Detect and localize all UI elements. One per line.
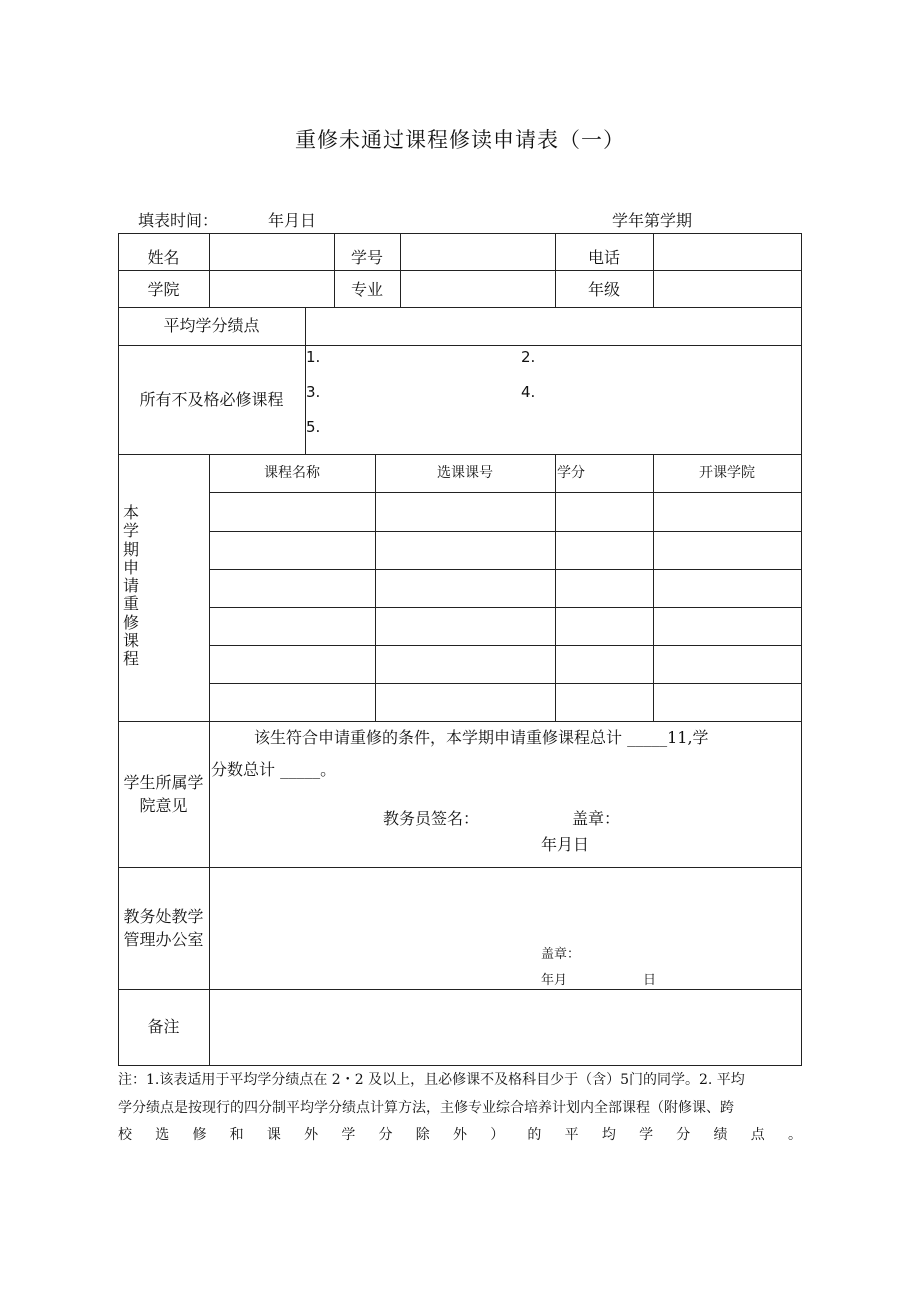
college-label: 学院	[147, 280, 180, 300]
col-course-code: 选课课号	[437, 464, 493, 481]
failed-course-4[interactable]: 4.	[521, 383, 536, 401]
name-field[interactable]	[210, 234, 334, 270]
retake-courses-label: 本学期申请重修课程	[122, 503, 139, 669]
academic-office-label: 教务处教学管理办公室	[123, 907, 204, 949]
failed-courses-label: 所有不及格必修课程	[139, 389, 284, 409]
student-id-label: 学号	[350, 248, 383, 268]
note-line-3: 校 选 修 和 课 外 学 分 除 外 ） 的 平 均 学 分 绩 点 。	[118, 1127, 802, 1143]
remarks-field[interactable]	[210, 990, 801, 1065]
remarks-label: 备注	[147, 1017, 180, 1037]
fill-date: 年月日	[268, 211, 317, 230]
note-line-1: 注：1.该表适用于平均学分绩点在 2・2 及以上，且必修课不及格科目少于（含）5门的同学。2. 平均	[118, 1072, 745, 1088]
failed-course-3[interactable]: 3.	[306, 383, 321, 401]
college-field[interactable]	[210, 271, 334, 307]
clerk-signature-label: 教务员签名：	[383, 809, 480, 828]
phone-field[interactable]	[654, 234, 801, 270]
failed-course-2[interactable]: 2.	[521, 348, 536, 366]
form-title: 重修未通过课程修读申请表（一）	[295, 128, 625, 152]
student-id-field[interactable]	[401, 234, 555, 270]
grade-label: 年级	[587, 280, 620, 300]
gpa-label: 平均学分绩点	[163, 316, 260, 336]
phone-label: 电话	[587, 248, 620, 268]
college-opinion-statement-line2: 分数总计 _____。	[211, 760, 337, 779]
college-seal-label: 盖章：	[572, 809, 621, 828]
retake-course-rows[interactable]	[210, 493, 801, 721]
college-opinion-label: 学生所属学院意见	[123, 773, 204, 815]
name-label: 姓名	[147, 248, 180, 268]
office-date-year-month: 年月	[541, 973, 568, 988]
col-credits: 学分	[557, 464, 585, 481]
grade-field[interactable]	[654, 271, 801, 307]
office-seal-label: 盖章：	[541, 947, 581, 962]
major-label: 专业	[350, 280, 383, 300]
gpa-field[interactable]	[306, 308, 801, 345]
office-date-day: 日	[643, 973, 657, 988]
failed-course-1[interactable]: 1.	[306, 348, 321, 366]
major-field[interactable]	[401, 271, 555, 307]
col-course-name: 课程名称	[264, 464, 320, 481]
college-opinion-statement-line1: 该生符合申请重修的条件，本学期申请重修课程总计 _____11,学	[254, 728, 709, 747]
academic-term: 学年第学期	[612, 211, 693, 230]
note-line-2: 学分绩点是按现行的四分制平均学分绩点计算方法，主修专业综合培养计划内全部课程（附修课、跨	[118, 1100, 734, 1116]
fill-time-label: 填表时间：	[138, 211, 219, 230]
failed-course-5[interactable]: 5.	[306, 418, 321, 436]
college-opinion-date: 年月日	[541, 835, 590, 854]
col-offering-college: 开课学院	[699, 464, 755, 481]
